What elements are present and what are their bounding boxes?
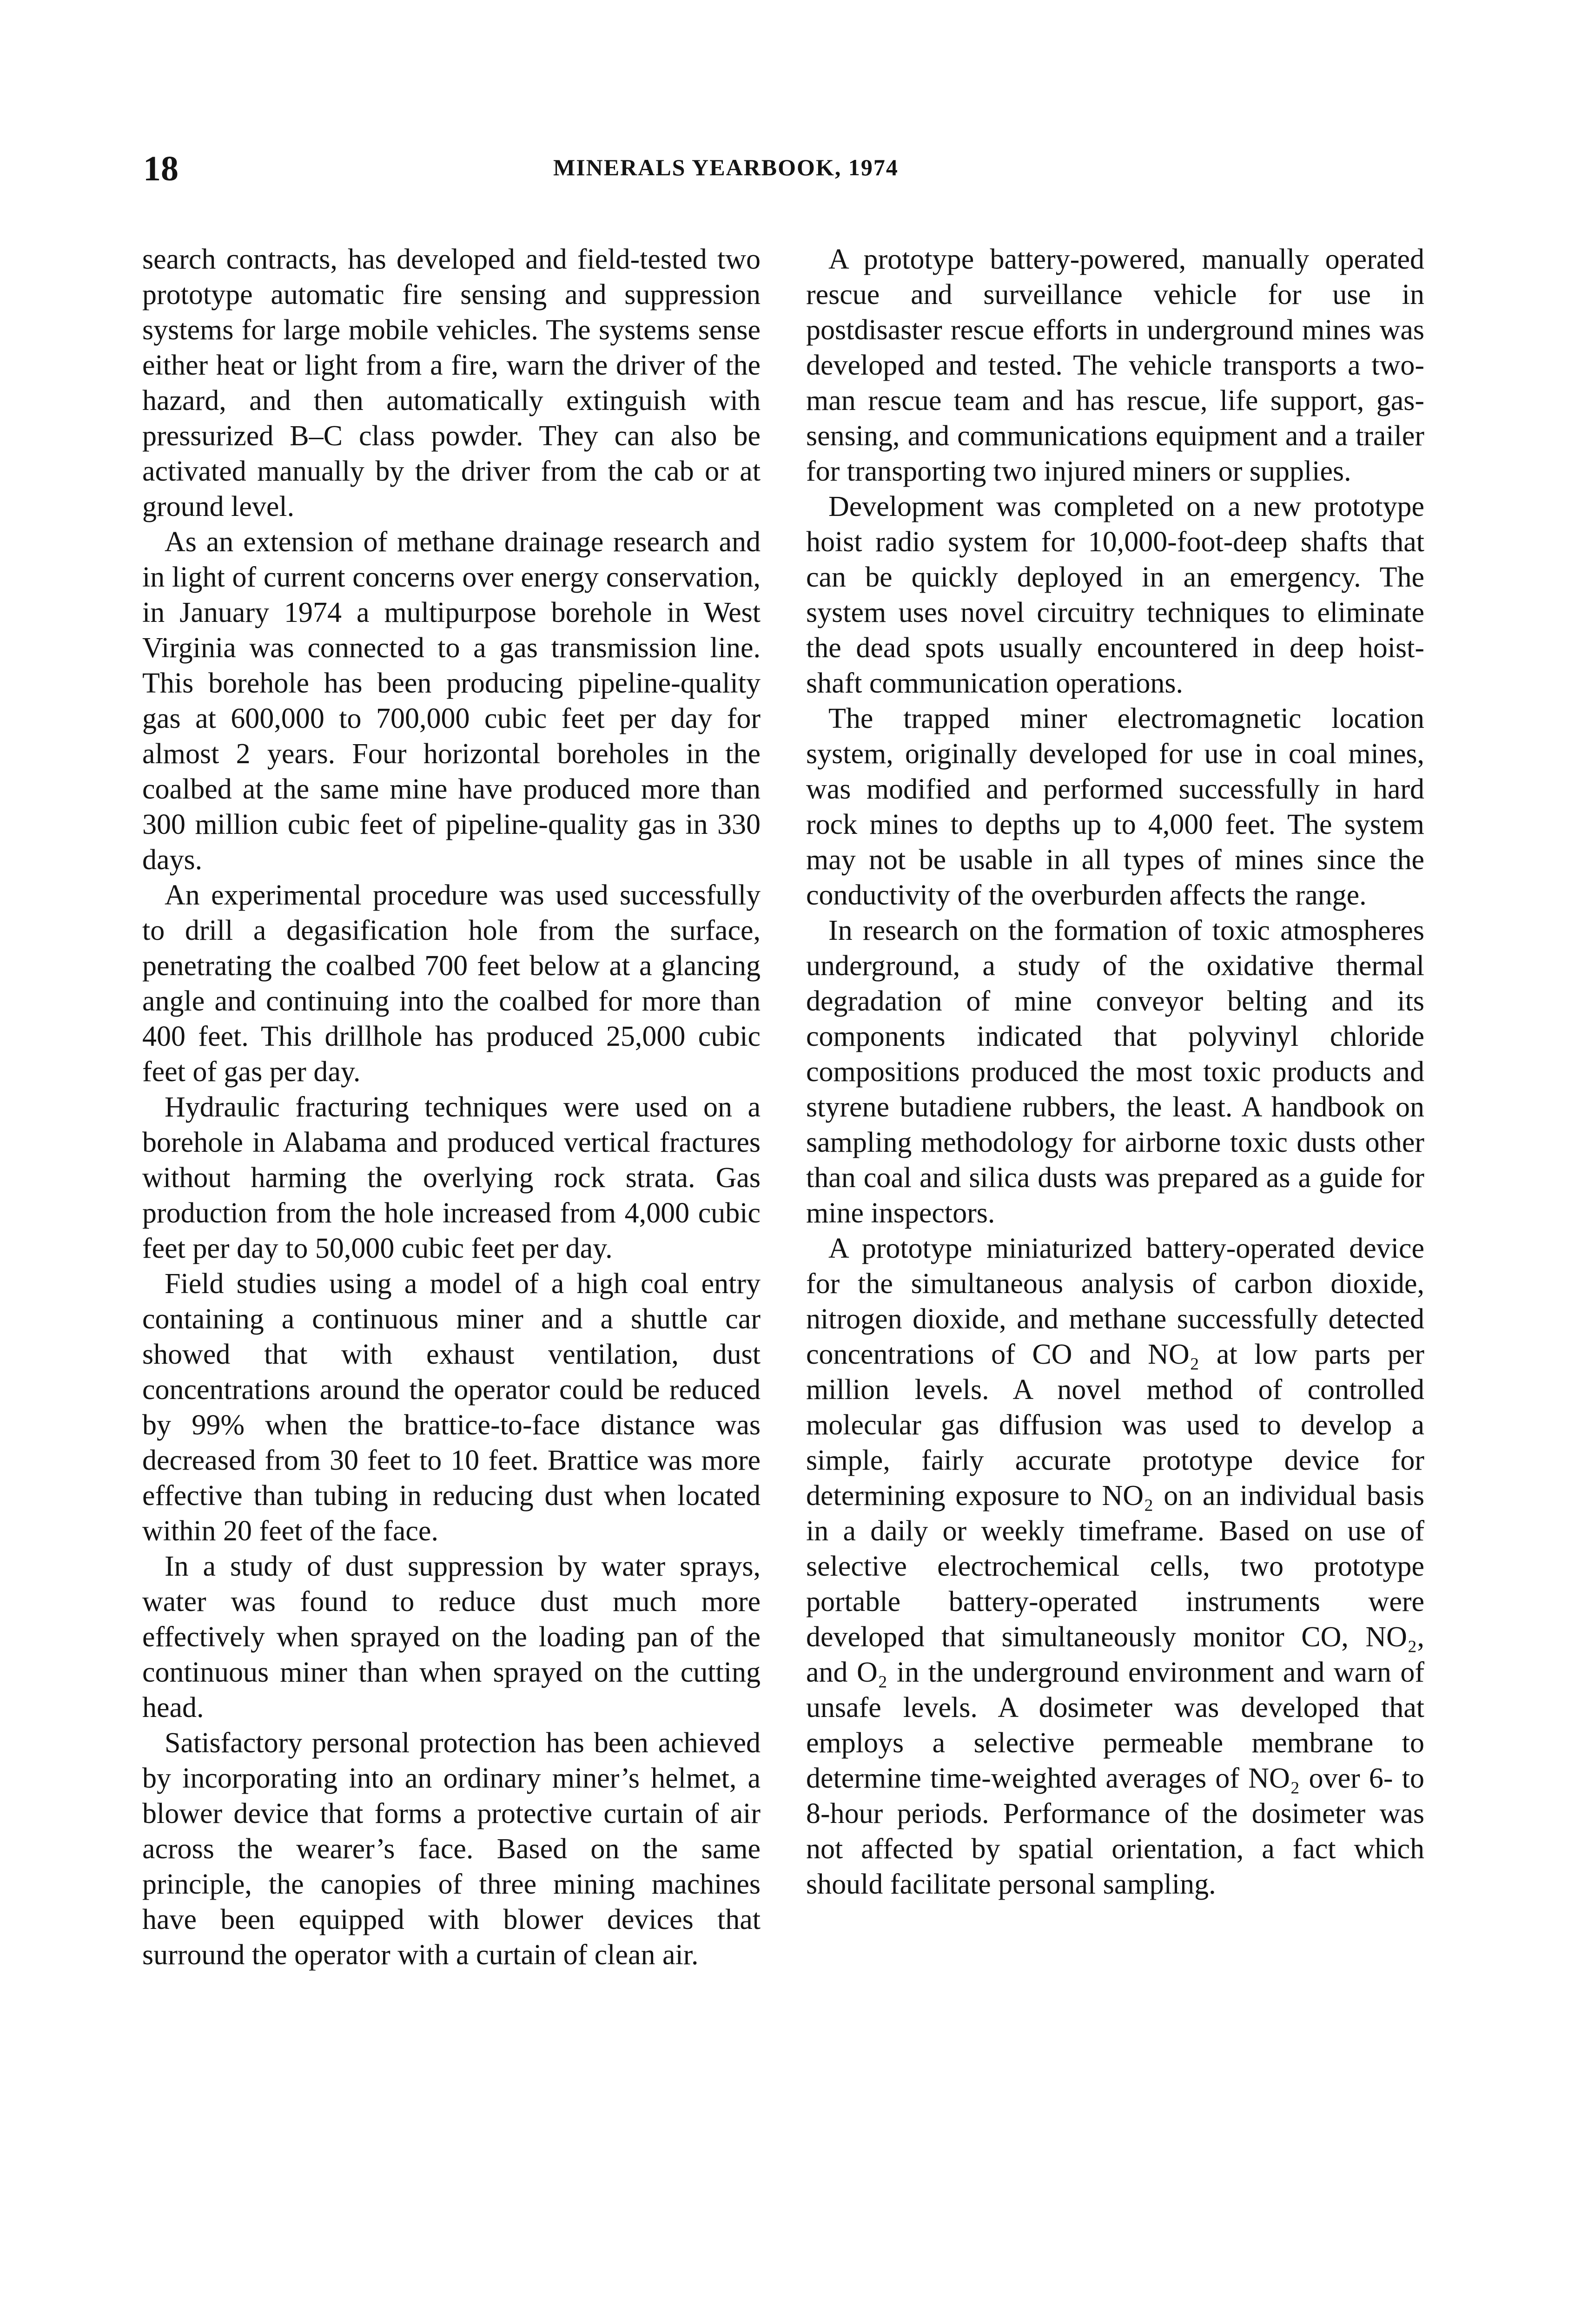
- paragraph: Hydraulic fracturing techniques were used on a borehole in Alabama and produced vertical fractures without harming the overlying rock strata. Gas production from the hole increased from 4,000 cubic feet per day to 50,000 cubic feet per day.: [142, 1091, 761, 1264]
- paragraph: In a study of dust suppression by water sprays, water was found to reduce dust much more effectively when sprayed on the loading pan of the continuous miner than when sprayed on the cutting head.: [142, 1551, 761, 1723]
- paragraph: Satisfactory personal protection has been achieved by incorporating into an ordinary miner’s helmet, a blower device that forms a protective curtain of air across the wearer’s face. Based on the same principle, the canopies of three mining machines have been equipped with blower devices that surround the operator with a curtain of clean air.: [142, 1727, 761, 1971]
- paragraph: An experimental procedure was used successfully to drill a degasification hole from the surface, penetrating the coalbed 700 feet below at a glancing angle and continuing into the coalbed for more than 400 feet. This drillhole has produced 25,000 cubic feet of gas per day.: [142, 879, 761, 1088]
- paragraph: As an extension of methane drainage research and in light of current concerns over energy conservation, in January 1974 a multipurpose borehole in West Virginia was connected to a gas transmission line. This borehole has been producing pipeline-quality gas at 600,000 to 700,000 cubic feet per day for almost 2 years. Four horizontal boreholes in the coalbed at the same mine have produced more than 300 million cubic feet of pipeline-quality gas in 330 days.: [142, 526, 761, 876]
- paragraph: The trapped miner electromagnetic location system, originally developed for use in coal mines, was modified and performed successfully in hard rock mines to depths up to 4,000 feet. The system may not be usable in all types of mines since the conductivity of the overburden affects the range.: [806, 703, 1424, 911]
- paragraph: search contracts, has developed and field-tested two prototype automatic fire sensing and suppression systems for large mobile vehicles. The systems sense either heat or light from a fire, warn the driver of the hazard, and then automatically extinguish with pressurized B–C class powder. They can also be activated manually by the driver from the cab or at ground level.: [142, 244, 761, 522]
- right-column: [806, 242, 1424, 1902]
- running-title: MINERALS YEARBOOK, 1974: [553, 154, 899, 180]
- paragraph: A prototype miniaturized battery-operated device for the simultaneous analysis of carbon dioxide, nitrogen dioxide, and methane successfully detected concentrations of CO and NO₂ at low parts per million levels. A novel method of controlled molecular gas diffusion was used to develop a simple, fairly accurate prototype device for determining exposure to NO₂ on an individual basis in a daily or weekly timeframe. Based on use of selective electrochemical cells, two prototype portable battery-operated instruments were developed that simultaneously monitor CO, NO₂, and O₂ in the underground environment and warn of unsafe levels. A dosimeter was developed that employs a selective permeable membrane to determine time-weighted averages of NO₂ over 6- to 8-hour periods. Performance of the dosimeter was not affected by spatial orientation, a fact which should facilitate personal sampling.: [806, 1233, 1424, 1900]
- paragraph: Development was completed on a new prototype hoist radio system for 10,000-foot-deep shafts that can be quickly deployed in an emergency. The system uses novel circuitry techniques to eliminate the dead spots usually encountered in deep hoist-shaft communication operations.: [806, 491, 1424, 699]
- paragraph: A prototype battery-powered, manually operated rescue and surveillance vehicle for use in postdisaster rescue efforts in underground mines was developed and tested. The vehicle transports a two-man rescue team and has rescue, life support, gas-sensing, and communications equipment and a trailer for transporting two injured miners or supplies.: [806, 244, 1424, 487]
- page-number: 18: [143, 149, 179, 188]
- paragraph: Field studies using a model of a high coal entry containing a continuous miner and a shuttle car showed that with exhaust ventilation, dust concentrations around the operator could be reduced by 99% when the brattice-to-face distance was decreased from 30 feet to 10 feet. Brattice was more effective than tubing in reducing dust when located within 20 feet of the face.: [142, 1268, 761, 1547]
- left-column: [142, 242, 761, 1973]
- paragraph: In research on the formation of toxic atmospheres underground, a study of the oxidative thermal degradation of mine conveyor belting and its components indicated that polyvinyl chloride compositions produced the most toxic products and styrene butadiene rubbers, the least. A handbook on sampling methodology for airborne toxic dusts other than coal and silica dusts was prepared as a guide for mine inspectors.: [806, 915, 1424, 1229]
